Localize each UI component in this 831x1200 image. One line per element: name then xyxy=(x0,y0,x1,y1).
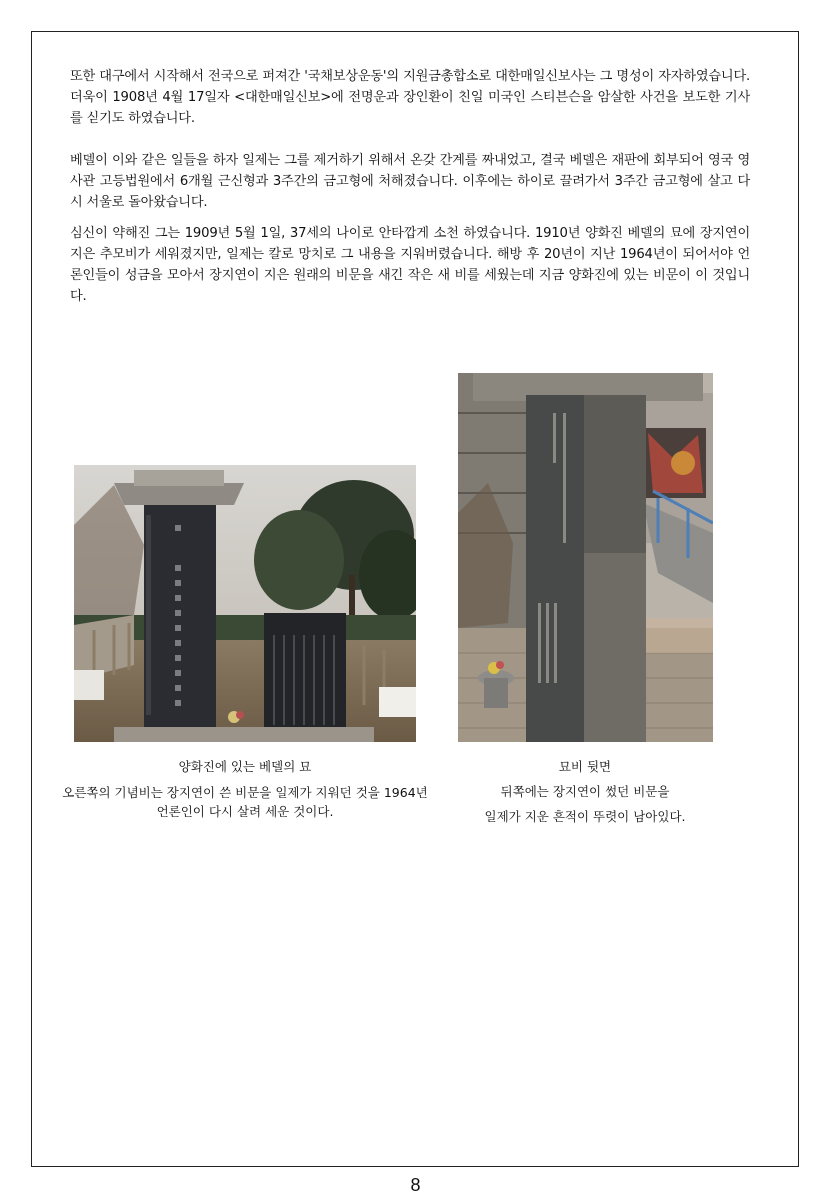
photo-gravestone-back xyxy=(458,373,713,742)
figure-2-title: 묘비 뒷면 xyxy=(558,759,612,774)
photo-bethell-grave xyxy=(74,465,416,742)
figure-2-caption-line2: 일제가 지운 흔적이 뚜렷이 남아있다. xyxy=(484,809,686,824)
figure-1-caption: 오른쪽의 기념비는 장지연이 쓴 비문을 일제가 지워던 것을 1964년 언론인이 다시 살려 세운 것이다. xyxy=(62,785,428,819)
figure-1-title: 양화진에 있는 베델의 묘 xyxy=(178,759,312,774)
paragraph-1: 또한 대구에서 시작해서 전국으로 퍼져간 '국채보상운동'의 지원금총합소로 대한매일신보사는 그 명성이 자자하였습니다. 더욱이 1908년 4월 17일자 <대한매일신보>에 전명운과 장인환이 친일 미국인 스티븐슨을 암살한 사건을 보도한 기사를 싣기도 하였습니다. xyxy=(70,69,750,126)
paragraph-3: 심신이 약해진 그는 1909년 5월 1일, 37세의 나이로 안타깝게 소천 하였습니다. 1910년 양화진 베델의 묘에 장지연이 지은 추모비가 세워졌지만, 일제는 칼로 망치로 그 내용을 지워버렸습니다. 해방 후 20년이 지난 1964년이 되어서야 언론인들이 성금을 모아서 장지연이 지은 원래의 비문을 새긴 작은 새 비를 세웠는데 지금 양화진에 있는 비문이 이 것입니다. xyxy=(70,226,750,304)
figure-2-caption-line1: 뒤쪽에는 장지연이 썼던 비문을 xyxy=(500,784,670,799)
paragraph-2: 베델이 이와 같은 일들을 하자 일제는 그를 제거하기 위해서 온갖 간계를 짜내었고, 결국 베델은 재판에 회부되어 영국 영사관 고등법원에서 6개월 근신형과 3주간의 금고형에 처해졌습니다. 이후에는 하이로 끌려가서 3주간 금고형에 살고 다시 서울로 돌아왔습니다. xyxy=(70,153,750,210)
page-number: 8 xyxy=(410,1175,421,1195)
